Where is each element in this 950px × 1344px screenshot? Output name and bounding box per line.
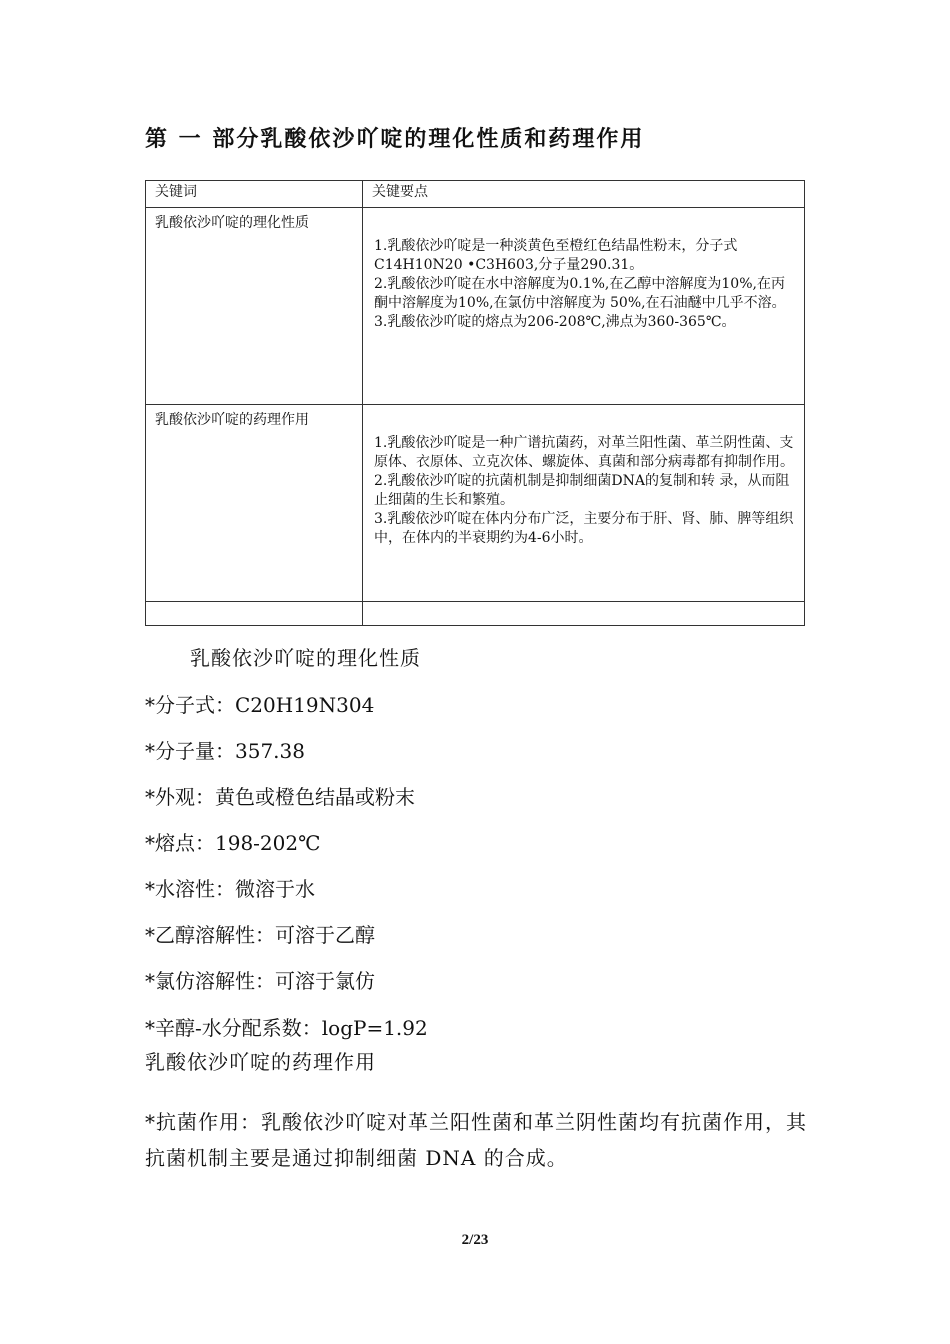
property-item: *分子式：C20H19N304 xyxy=(145,693,375,717)
pharmacology-paragraph: *抗菌作用：乳酸依沙吖啶对革兰阳性菌和革兰阴性菌均有抗菌作用，其抗菌机制主要是通过抑制细菌 DNA 的合成。 xyxy=(145,1110,807,1170)
page-number: 2/23 xyxy=(461,1232,489,1248)
key-points-table xyxy=(145,180,805,626)
key-point: 3.乳酸依沙吖啶在体内分布广泛，主要分布于肝、肾、肺、脾等组织中，在体内的半衰期约为4-6小时。 xyxy=(374,511,794,546)
header-keyword: 关键词 xyxy=(146,181,363,208)
row-keyword xyxy=(146,405,363,602)
key-point: 2.乳酸依沙吖啶在水中溶解度为0.1%,在乙醇中溶解度为10%,在丙酮中溶解度为10%,在氯仿中溶解度为 50%,在石油醚中几乎不溶。 xyxy=(374,276,786,311)
table-row xyxy=(146,208,805,405)
section-heading-pharmacology: 乳酸依沙吖啶的药理作用 xyxy=(145,1050,376,1074)
header-key-points: 关键要点 xyxy=(363,181,805,208)
property-item: *外观：黄色或橙色结晶或粉末 xyxy=(145,785,415,809)
key-point: 2.乳酸依沙吖啶的抗菌机制是抑制细菌DNA的复制和转 录，从而阻止细菌的生长和繁殖。 xyxy=(374,473,790,508)
key-point: 1.乳酸依沙吖啶是一种淡黄色至橙红色结晶性粉末，分子式C14H10N20 •C3H603,分子量290.31。 xyxy=(374,238,738,273)
page-title: 第 一 部分乳酸依沙吖啶的理化性质和药理作用 xyxy=(145,127,645,152)
property-item: *水溶性：微溶于水 xyxy=(145,877,315,901)
keyword-text: 乳酸依沙吖啶的药理作用 xyxy=(155,412,309,428)
row-points xyxy=(363,602,805,626)
property-item: *分子量：357.38 xyxy=(145,739,305,763)
property-item: *氯仿溶解性：可溶于氯仿 xyxy=(145,969,375,993)
section-heading-properties: 乳酸依沙吖啶的理化性质 xyxy=(190,646,421,670)
row-keyword xyxy=(146,602,363,626)
row-keyword xyxy=(146,208,363,405)
table-header-row xyxy=(146,181,805,208)
row-points xyxy=(363,208,805,405)
property-item: *辛醇-水分配系数：logP=1.92 xyxy=(145,1016,428,1040)
property-item: *乙醇溶解性：可溶于乙醇 xyxy=(145,923,375,947)
table-row xyxy=(146,405,805,602)
table-row-empty xyxy=(146,602,805,626)
property-item: *熔点：198-202℃ xyxy=(145,831,321,855)
row-points xyxy=(363,405,805,602)
key-point: 3.乳酸依沙吖啶的熔点为206-208℃,沸点为360-365℃。 xyxy=(374,314,736,330)
key-point: 1.乳酸依沙吖啶是一种广谱抗菌药，对革兰阳性菌、革兰阴性菌、支原体、衣原体、立克次体、螺旋体、真菌和部分病毒都有抑制作用。 xyxy=(374,435,794,470)
keyword-text: 乳酸依沙吖啶的理化性质 xyxy=(155,215,309,231)
